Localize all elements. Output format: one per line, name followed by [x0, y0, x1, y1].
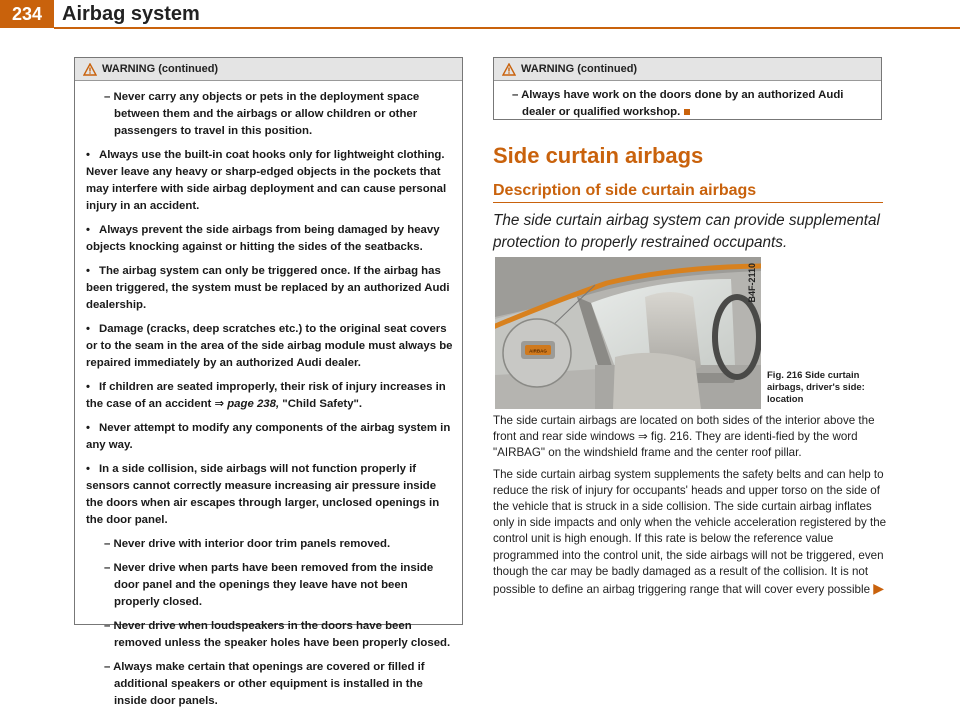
warning-triangle-icon: [83, 63, 97, 76]
warning-bullet-item: • Always use the built-in coat hooks only for lightweight clothing. Never leave any heavy or sharp-edged objects in the pockets that may interfere with side airbag deployment and can cause personal injury in an accident.: [86, 149, 447, 212]
warning-dash-item: – Never drive when parts have been removed from the inside door panel and the openings they leave have not been properly closed.: [104, 562, 434, 608]
right-warning-heading: WARNING (continued): [521, 63, 638, 75]
body-paragraph: The side curtain airbag system supplements the safety belts and can help to reduce the risk of injury for occupants' heads and upper torso on the side of the vehicle that is struck in a side collision. The side curtain airbag inflates only in side impacts and only when the vehicle acceleration registered by the control unit is high enough. If this rate is below the reference value programmed into the control unit, the side airbags will not be triggered, even though the car may be badly damaged as a result of the collision. It is not possible to define an airbag triggering range that will cover every possible ▶: [493, 467, 887, 597]
intro-text: The side curtain airbag system can provide supplemental protection to properly restrained occupants.: [493, 212, 880, 251]
warning-dash-item: – Always have work on the doors done by an authorized Audi dealer or qualified workshop.: [512, 89, 844, 118]
section-title: Side curtain airbags: [493, 143, 704, 168]
warning-dash-item: – Never carry any objects or pets in the deployment space between them and the airbags or allow children or other passengers to travel in this position.: [104, 91, 420, 137]
airbag-label-in-figure: AIRBAG: [529, 348, 547, 354]
page-reference-link[interactable]: page 238,: [227, 398, 280, 410]
warning-dash-item: – Never drive when loudspeakers in the doors have been removed unless the speaker holes have been properly closed.: [104, 620, 451, 649]
left-warning-heading: WARNING (continued): [102, 63, 219, 75]
subsection-rule: [493, 202, 883, 203]
car-interior-illustration: [495, 257, 761, 409]
warning-bullet-item: • Damage (cracks, deep scratches etc.) to the original seat covers or to the seam in the area of the side airbag module must always be repaired immediately by an authorized Audi dealer.: [86, 323, 453, 369]
figure-code: B4F-2110: [747, 263, 757, 303]
warning-bullet-item: • Always prevent the side airbags from being damaged by heavy objects knocking against or hitting the sides of the seatbacks.: [86, 224, 440, 253]
left-warning-header: [75, 58, 462, 81]
warning-dash-item: – Never drive with interior door trim panels removed.: [104, 538, 391, 550]
body-paragraph: The side curtain airbags are located on both sides of the interior above the front and rear side windows ⇒ fig. 216. They are identi-fied by the word "AIRBAG" on the windshield frame and the center roof pillar.: [493, 414, 875, 460]
warning-bullet-item: • Never attempt to modify any components of the airbag system in any way.: [86, 422, 451, 451]
continue-arrow-icon: ▶: [873, 580, 885, 597]
warning-dash-item: – Always make certain that openings are covered or filled if additional speakers or other equipment is installed in the inside door panels.: [104, 661, 425, 707]
right-warning-header: [494, 58, 881, 81]
right-warning-box: [493, 57, 882, 120]
chapter-title: Airbag system: [62, 3, 200, 25]
page-number: 234: [0, 0, 54, 28]
warning-bullet-item: • If children are seated improperly, their risk of injury increases in the case of an accident ⇒ page 238, "Child Safety".: [86, 381, 446, 410]
header-rule: [54, 27, 960, 29]
body-text: [493, 413, 891, 603]
warning-bullet-item: • The airbag system can only be triggered once. If the airbag has been triggered, the system must be replaced by an authorized Audi dealership.: [86, 265, 450, 311]
left-warning-body: [75, 81, 462, 723]
airbag-location-figure: [495, 257, 761, 409]
warning-triangle-icon: [502, 63, 516, 76]
warning-bullet-item: • In a side collision, side airbags will not function properly if sensors cannot correctly measure increasing air pressure inside the doors when air escapes through larger, unclosed openings in the door panel.: [86, 463, 440, 526]
end-of-section-marker: [684, 109, 690, 115]
figure-caption: Fig. 216 Side curtain airbags, driver's side: location: [767, 370, 865, 405]
left-warning-box: [74, 57, 463, 707]
right-warning-body: [494, 81, 881, 127]
subsection-title: Description of side curtain airbags: [493, 182, 757, 199]
